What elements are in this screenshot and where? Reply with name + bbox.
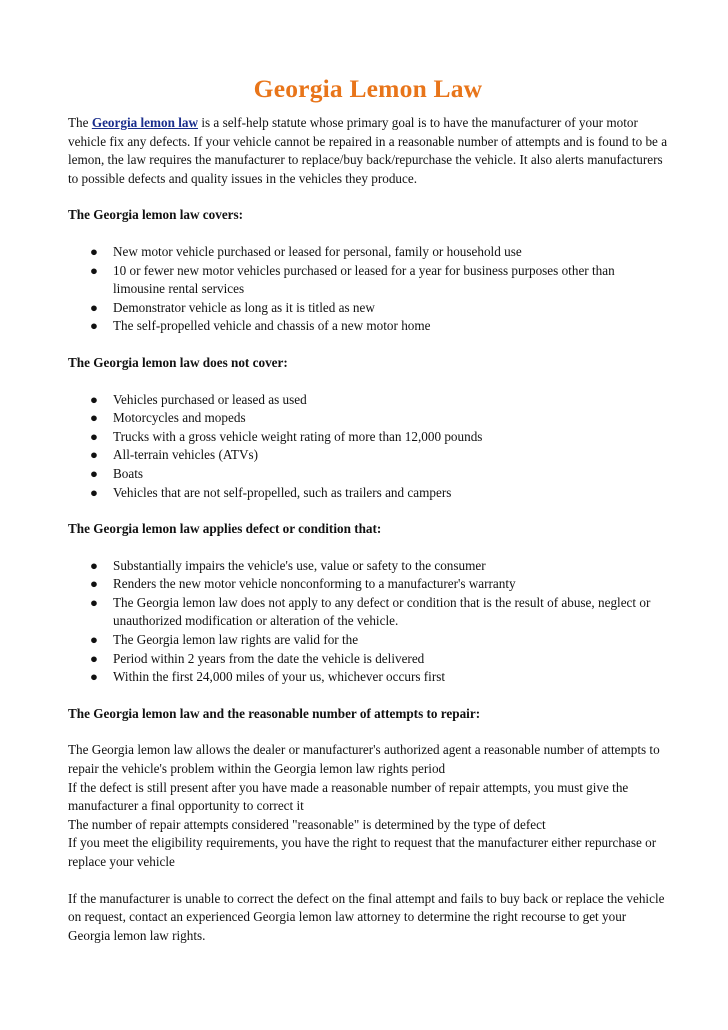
bullet-icon: ● xyxy=(90,484,98,500)
attempts-line: If you meet the eligibility requirements, you have the right to request that the manufacturer either repurchase or replace your vehicle xyxy=(68,835,657,869)
bullet-icon: ● xyxy=(90,465,98,481)
list-item xyxy=(90,299,668,318)
list-item-text: The self-propelled vehicle and chassis of a new motor home xyxy=(113,318,431,334)
list-item-text: Vehicles purchased or leased as used xyxy=(113,391,307,407)
page-title: Georgia Lemon Law xyxy=(253,74,483,103)
list-item-text: All-terrain vehicles (ATVs) xyxy=(113,447,259,463)
list-item xyxy=(90,317,668,336)
list-item xyxy=(90,557,668,576)
bullet-icon: ● xyxy=(90,428,98,444)
closing-paragraph: If the manufacturer is unable to correct the defect on the final attempt and fails to buy back or replace the vehicle on request, contact an experienced Georgia lemon law attorney to determine the right recourse to get your Georgia lemon law rights. xyxy=(68,890,665,943)
intro-paragraph xyxy=(68,114,668,188)
intro-suffix: is a self-help statute whose primary goal is to have the manufacturer of your motor vehicle fix any defects. If your vehicle cannot be repaired in a reasonable number of attempts and is found to be a lemon, the law requires the manufacturer to replace/buy back/repurchase the vehicle. It also alerts manufacturers to possible defects and quality issues in the vehicles they produce. xyxy=(68,115,668,186)
list-item-text: New motor vehicle purchased or leased for personal, family or household use xyxy=(113,243,522,259)
list-item-text: Period within 2 years from the date the vehicle is delivered xyxy=(113,650,425,666)
not-cover-heading: The Georgia lemon law does not cover: xyxy=(68,354,288,370)
covers-list xyxy=(68,243,668,336)
list-item-text: Within the first 24,000 miles of your us, whichever occurs first xyxy=(113,669,446,685)
attempts-line: The number of repair attempts considered "reasonable" is determined by the type of defect xyxy=(68,816,546,832)
list-item xyxy=(90,262,668,299)
list-item xyxy=(90,465,668,484)
list-item xyxy=(90,668,668,687)
list-item xyxy=(90,446,668,465)
attempts-line: The Georgia lemon law allows the dealer or manufacturer's authorized agent a reasonable number of attempts to repair the vehicle's problem within the Georgia lemon law rights period xyxy=(68,742,660,777)
bullet-icon: ● xyxy=(90,669,98,685)
list-item-text: Motorcycles and mopeds xyxy=(113,410,246,426)
bullet-icon: ● xyxy=(90,299,98,315)
document-page xyxy=(68,74,668,945)
georgia-lemon-law-link[interactable]: Georgia lemon law xyxy=(91,115,199,130)
bullet-icon: ● xyxy=(90,243,98,259)
bullet-icon: ● xyxy=(90,262,98,278)
list-item-text: Demonstrator vehicle as long as it is titled as new xyxy=(113,299,375,315)
list-item xyxy=(90,391,668,410)
applies-heading: The Georgia lemon law applies defect or condition that: xyxy=(68,521,382,537)
list-item-text: The Georgia lemon law rights are valid for the xyxy=(113,632,359,648)
list-item xyxy=(90,650,668,669)
list-item xyxy=(90,484,668,503)
bullet-icon: ● xyxy=(90,447,98,463)
attempts-paragraph xyxy=(68,741,668,871)
applies-list xyxy=(68,557,668,687)
list-item-text: Vehicles that are not self-propelled, such as trailers and campers xyxy=(113,484,452,500)
bullet-icon: ● xyxy=(90,576,98,592)
list-item-text: 10 or fewer new motor vehicles purchased or leased for a year for business purposes other than limousine rental services xyxy=(113,262,615,297)
list-item-text: Renders the new motor vehicle nonconforming to a manufacturer's warranty xyxy=(113,576,516,592)
not-cover-list xyxy=(68,391,668,503)
covers-heading: The Georgia lemon law covers: xyxy=(68,207,244,223)
list-item-text: Substantially impairs the vehicle's use, value or safety to the consumer xyxy=(113,557,486,573)
intro-prefix: The xyxy=(68,115,92,130)
attempts-line: If the defect is still present after you have made a reasonable number of repair attempts, you must give the manufacturer a final opportunity to correct it xyxy=(68,779,629,814)
bullet-icon: ● xyxy=(90,410,98,426)
bullet-icon: ● xyxy=(90,650,98,666)
list-item xyxy=(90,594,668,631)
attempts-heading: The Georgia lemon law and the reasonable number of attempts to repair: xyxy=(68,705,481,721)
list-item xyxy=(90,243,668,262)
list-item xyxy=(90,631,668,650)
bullet-icon: ● xyxy=(90,318,98,334)
list-item-text: Boats xyxy=(113,465,144,481)
bullet-icon: ● xyxy=(90,391,98,407)
bullet-icon: ● xyxy=(90,632,98,648)
bullet-icon: ● xyxy=(90,557,98,573)
list-item-text: Trucks with a gross vehicle weight rating of more than 12,000 pounds xyxy=(113,428,483,444)
list-item xyxy=(90,428,668,447)
list-item xyxy=(90,409,668,428)
bullet-icon: ● xyxy=(90,594,98,610)
list-item-text: The Georgia lemon law does not apply to any defect or condition that is the result of abuse, neglect or unauthorized modification or alteration of the vehicle. xyxy=(113,594,651,629)
list-item xyxy=(90,575,668,594)
